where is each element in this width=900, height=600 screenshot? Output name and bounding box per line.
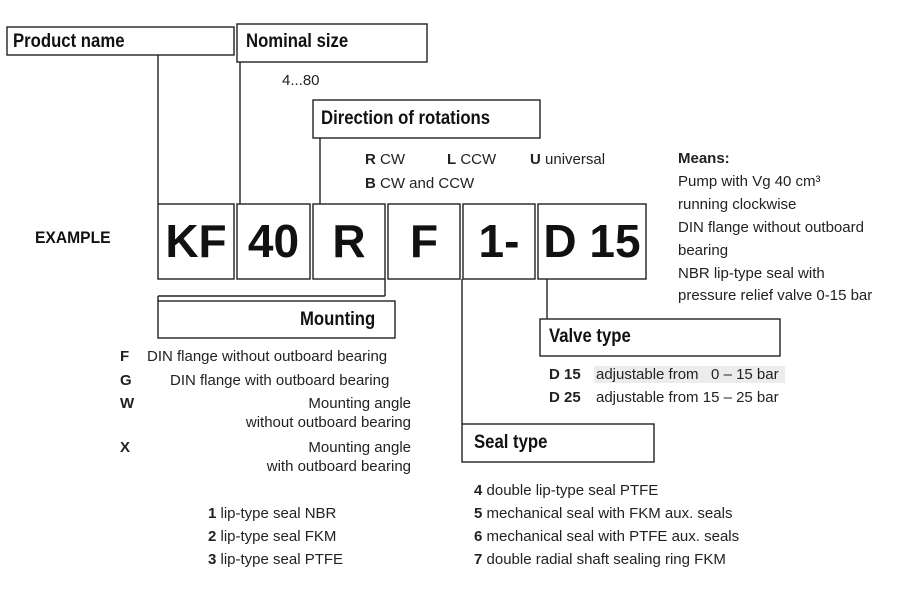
valve-text-d15: adjustable from 0 – 15 bar [594, 366, 785, 383]
seal-text-5: mechanical seal with FKM aux. seals [486, 505, 733, 522]
means-line-5: NBR lip-type seal with [678, 265, 825, 282]
nominal-size-range: 4...80 [282, 72, 320, 89]
mounting-text-x-1: Mounting angle [308, 439, 411, 456]
rotation-option-u [530, 151, 605, 168]
product-name-label: Product name [13, 31, 125, 52]
valve-key-d25: D 25 [549, 389, 581, 406]
seal-item-4 [474, 482, 658, 499]
valve-type-label: Valve type [549, 326, 631, 347]
rotation-key-b: B [365, 175, 376, 192]
seal-key-6: 6 [474, 528, 483, 545]
rotation-text-r: CW [380, 151, 406, 168]
means-line-6: pressure relief valve 0-15 bar [678, 287, 873, 304]
rotation-key-r: R [365, 151, 376, 168]
seal-key-7: 7 [474, 551, 483, 568]
seal-key-2: 2 [208, 528, 217, 545]
rotation-text-b: CW and CCW [380, 175, 475, 192]
seal-item-6 [474, 528, 739, 545]
mounting-text-w-1: Mounting angle [308, 395, 411, 412]
seal-item-5 [474, 505, 732, 522]
mounting-text-x-2: with outboard bearing [266, 458, 411, 475]
code-part-kf: KF [165, 215, 227, 267]
seal-item-3 [208, 551, 343, 568]
rotation-option-l [447, 151, 496, 168]
seal-item-1 [208, 505, 336, 522]
seal-text-7: double radial shaft sealing ring FKM [486, 551, 726, 568]
rotation-key-l: L [447, 151, 457, 168]
means-line-2: running clockwise [678, 196, 797, 213]
example-label: EXAMPLE [35, 228, 111, 247]
means-line-3: DIN flange without outboard [678, 219, 864, 236]
means-title: Means: [678, 150, 730, 167]
seal-text-2: lip-type seal FKM [220, 528, 337, 545]
seal-text-3: lip-type seal PTFE [220, 551, 344, 568]
rotation-key-u: U [530, 151, 541, 168]
mounting-text-g: DIN flange with outboard bearing [170, 372, 390, 389]
seal-text-1: lip-type seal NBR [220, 505, 337, 522]
means-line-4: bearing [678, 242, 729, 259]
code-part-40: 40 [247, 215, 300, 267]
rotation-option-b [365, 175, 474, 192]
seal-item-2 [208, 528, 336, 545]
seal-key-4: 4 [474, 482, 483, 499]
mounting-key-w: W [120, 395, 135, 412]
rotation-option-r [365, 151, 405, 168]
valve-key-d15: D 15 [549, 366, 581, 383]
seal-key-3: 3 [208, 551, 217, 568]
means-line-1: Pump with Vg 40 cm³ [678, 173, 821, 190]
nominal-size-label: Nominal size [246, 31, 349, 52]
mounting-text-w-2: without outboard bearing [245, 414, 411, 431]
code-part-d15: D 15 [543, 215, 641, 267]
code-part-r: R [332, 215, 366, 267]
mounting-key-f: F [120, 348, 130, 365]
direction-label: Direction of rotations [321, 108, 491, 129]
seal-item-7 [474, 551, 726, 568]
code-part-f: F [409, 215, 439, 267]
rotation-text-l: CCW [460, 151, 497, 168]
rotation-text-u: universal [545, 151, 606, 168]
mounting-key-g: G [120, 372, 132, 389]
mounting-key-x: X [120, 439, 131, 456]
seal-key-1: 1 [208, 505, 217, 522]
valve-text-d25: adjustable from 15 – 25 bar [596, 389, 779, 406]
seal-text-6: mechanical seal with PTFE aux. seals [486, 528, 740, 545]
code-part-1: 1- [478, 215, 520, 267]
mounting-text-f: DIN flange without outboard bearing [147, 348, 388, 365]
seal-type-label: Seal type [474, 432, 548, 453]
mounting-label: Mounting [300, 309, 376, 330]
seal-key-5: 5 [474, 505, 483, 522]
seal-text-4: double lip-type seal PTFE [486, 482, 659, 499]
